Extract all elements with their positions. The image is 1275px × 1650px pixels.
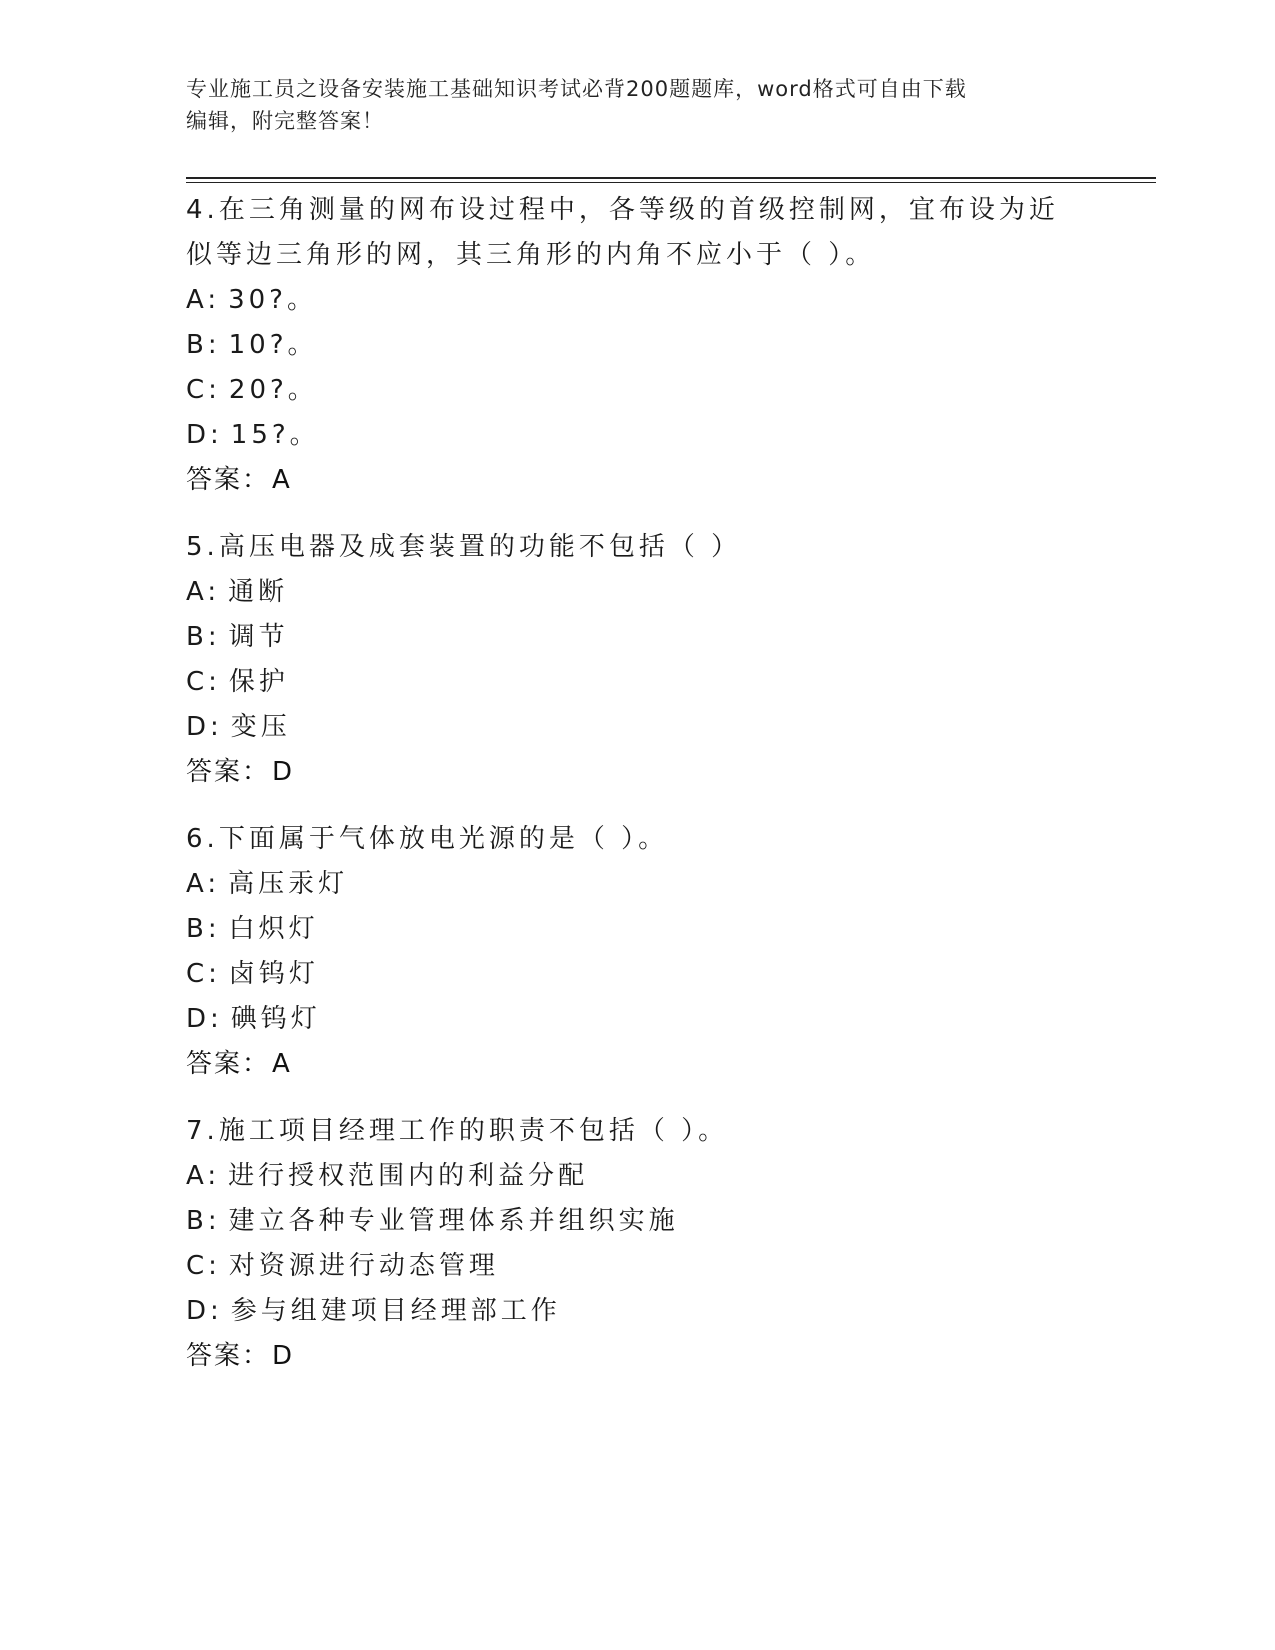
option-text: 调节: [228, 622, 289, 652]
option-letter: C:: [186, 1251, 221, 1281]
answer-value: D: [272, 757, 295, 787]
option-text: 进行授权范围内的利益分配: [228, 1161, 589, 1191]
question-number: 6.: [186, 824, 219, 854]
option-d: [186, 997, 1086, 1042]
option-text: 高压汞灯: [228, 869, 349, 899]
answer-line: [186, 750, 1086, 795]
option-letter: B:: [186, 914, 221, 944]
question-item: [186, 188, 1086, 503]
option-letter: B:: [186, 1206, 221, 1236]
question-text: [186, 1109, 1086, 1154]
option-letter: A:: [186, 869, 221, 899]
option-letter: A:: [186, 285, 221, 315]
question-stem: 在三角测量的网布设过程中，各等级的首级控制网，宜布设为近似等边三角形的网，其三角形的内角不应小于（ ）。: [186, 195, 1059, 270]
option-text: 15?。: [230, 420, 320, 450]
option-text: 10?。: [228, 330, 318, 360]
option-letter: D:: [186, 1296, 223, 1326]
option-letter: D:: [186, 420, 223, 450]
option-text: 对资源进行动态管理: [228, 1251, 499, 1281]
question-list: [186, 188, 1086, 1401]
option-b: [186, 323, 1086, 368]
option-c: [186, 952, 1086, 997]
option-letter: C:: [186, 375, 221, 405]
answer-label: 答案：: [186, 465, 271, 495]
answer-value: A: [272, 465, 292, 495]
header-divider-thick: [186, 177, 1156, 179]
answer-label: 答案：: [186, 1049, 271, 1079]
option-b: [186, 1199, 1086, 1244]
answer-value: D: [272, 1341, 295, 1371]
option-b: [186, 907, 1086, 952]
option-c: [186, 1244, 1086, 1289]
question-number: 7.: [186, 1116, 219, 1146]
option-d: [186, 1289, 1086, 1334]
header-line-2: 编辑，附完整答案！: [186, 109, 384, 133]
document-header: [186, 73, 1066, 137]
option-letter: A:: [186, 1161, 221, 1191]
option-letter: B:: [186, 330, 221, 360]
answer-line: [186, 458, 1086, 503]
option-letter: A:: [186, 577, 221, 607]
option-letter: C:: [186, 959, 221, 989]
option-c: [186, 660, 1086, 705]
option-text: 建立各种专业管理体系并组织实施: [228, 1206, 679, 1236]
option-letter: B:: [186, 622, 221, 652]
question-item: [186, 525, 1086, 795]
option-text: 碘钨灯: [230, 1004, 321, 1034]
option-text: 通断: [228, 577, 289, 607]
option-letter: D:: [186, 712, 223, 742]
question-number: 5.: [186, 532, 219, 562]
question-text: [186, 525, 1086, 570]
answer-line: [186, 1334, 1086, 1379]
option-b: [186, 615, 1086, 660]
option-text: 保护: [228, 667, 289, 697]
option-text: 变压: [230, 712, 291, 742]
question-item: [186, 1109, 1086, 1379]
answer-label: 答案：: [186, 1341, 271, 1371]
header-line-1: 专业施工员之设备安装施工基础知识考试必背200题题库，word格式可自由下载: [186, 77, 967, 101]
question-text: [186, 817, 1086, 862]
question-stem: 下面属于气体放电光源的是（ ）。: [218, 824, 669, 854]
option-text: 参与组建项目经理部工作: [230, 1296, 561, 1326]
question-stem: 高压电器及成套装置的功能不包括（ ）: [218, 532, 742, 562]
option-text: 20?。: [228, 375, 318, 405]
option-a: [186, 862, 1086, 907]
option-a: [186, 570, 1086, 615]
answer-line: [186, 1042, 1086, 1087]
answer-value: A: [272, 1049, 292, 1079]
question-item: [186, 817, 1086, 1087]
option-c: [186, 368, 1086, 413]
question-text: [186, 188, 1086, 278]
question-stem: 施工项目经理工作的职责不包括（ ）。: [218, 1116, 729, 1146]
answer-label: 答案：: [186, 757, 271, 787]
question-number: 4.: [186, 195, 219, 225]
option-text: 卤钨灯: [228, 959, 319, 989]
option-letter: C:: [186, 667, 221, 697]
option-letter: D:: [186, 1004, 223, 1034]
option-a: [186, 1154, 1086, 1199]
option-d: [186, 705, 1086, 750]
header-divider-thin: [186, 182, 1156, 183]
option-d: [186, 413, 1086, 458]
option-a: [186, 278, 1086, 323]
option-text: 白炽灯: [228, 914, 319, 944]
option-text: 30?。: [228, 285, 317, 315]
